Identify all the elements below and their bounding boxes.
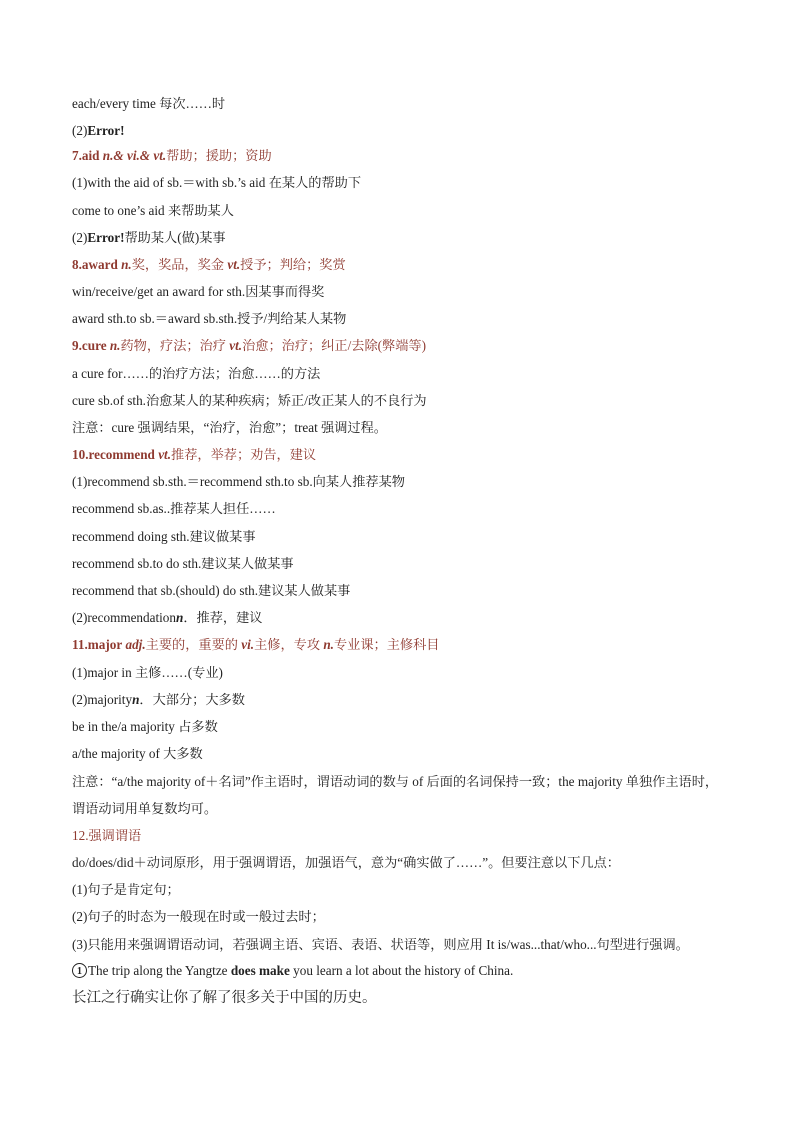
example-sentence [72,962,513,980]
part-of-speech: n [132,692,140,707]
definition: 帮助；援助；资助 [166,148,272,163]
text-line [72,122,125,140]
text-line: a/the majority of 大多数 [72,746,203,761]
vocab-heading-recommend [72,446,316,464]
text-line: be in the/a majority 占多数 [72,719,218,734]
vocab-heading-major [72,636,439,654]
definition: 主要的，重要的 [145,637,238,652]
sentence-part: you learn a lot about the history of China. [289,963,514,978]
headword: 11.major [72,637,123,652]
text-line [72,691,245,709]
circled-number: 1 [72,963,87,978]
text-line: (1)major in 主修……(专业) [72,665,223,680]
vocab-heading-cure [72,337,426,355]
vocab-heading-award [72,256,346,274]
note-line: 注意：cure 强调结果，“治疗，治愈”；treat 强调过程。 [72,420,387,435]
definition: 奖，奖品，奖金 [131,257,225,272]
definition: ．推荐，建议 [183,610,263,625]
text-line: come to one’s aid 来帮助某人 [72,203,234,218]
definition: 专业课；主修科目 [333,637,440,652]
text-line: win/receive/get an award for sth.因某事而得奖 [72,284,325,299]
definition: 推荐，举荐；劝告，建议 [171,447,317,462]
part-of-speech: vi. [241,637,255,652]
part-of-speech: n. [323,637,334,652]
definition: ．大部分；大多数 [139,692,245,707]
section-heading-emphasis: 12.强调谓语 [72,828,142,843]
part-of-speech: n. [121,257,132,272]
text-line: recommend that sb.(should) do sth.建议某人做某事 [72,583,351,598]
definition: 治愈；治疗；纠正/去除(弊端等) [242,338,426,353]
headword: 10.recommend [72,447,155,462]
part-of-speech: n. [109,338,121,353]
text-line: do/does/did＋动词原形，用于强调谓语，加强语气，意为“确实做了……”。但要注意以下几点： [72,855,620,870]
text-line: cure sb.of sth.治愈某人的某种疾病；矫正/改正某人的不良行为 [72,393,427,408]
phrase: (2)recommendation [72,610,176,625]
text-line: recommend doing sth.建议做某事 [72,529,256,544]
part-of-speech: vt. [158,447,172,462]
part-of-speech: adj. [125,637,146,652]
part-of-speech: n [176,610,184,625]
definition: 授予；判给；奖赏 [240,257,346,272]
text-line: (2)句子的时态为一般现在时或一般过去时； [72,909,325,924]
text-line: award sth.to sb.＝award sb.sth.授予/判给某人某物 [72,311,347,326]
phrase: (2)majority [72,692,133,707]
text-line: a cure for……的治疗方法；治愈……的方法 [72,366,321,381]
headword: 7.aid [72,148,100,163]
text-line: (3)只能用来强调谓语动词，若强调主语、宾语、表语、状语等，则应用 It is/was...that/who...句型进行强调。 [72,937,689,952]
headword: 9.cure [72,338,107,353]
emphasis-text: does make [230,963,290,978]
definition: 药物，疗法；治疗 [120,338,226,353]
item-number: (2) [72,230,88,245]
definition: 帮助某人(做)某事 [124,230,226,245]
part-of-speech: vt. [227,257,241,272]
text-line: (1)with the aid of sb.＝with sb.’s aid 在某人的帮助下 [72,175,362,190]
text-line: recommend sb.as..推荐某人担任…… [72,501,276,516]
vocab-heading-aid [72,147,272,165]
headword: 8.award [72,257,118,272]
text-line: each/every time 每次……时 [72,96,226,111]
text-line [72,609,262,627]
note-paragraph: 注意：“a/the majority of＋名词”作主语时，谓语动词的数与 of 后面的名词保持一致；the majority 单独作主语时，谓语动词用单复数均可。 [72,774,719,816]
part-of-speech: vt. [229,338,243,353]
error-field: Error! [87,230,125,245]
sentence-part: The trip along the Yangtze [88,963,231,978]
text-line: (1)句子是肯定句； [72,882,180,897]
text-line: recommend sb.to do sth.建议某人做某事 [72,556,294,571]
definition: 主修，专攻 [254,637,321,652]
item-number: (2) [72,123,88,138]
text-line [72,229,226,247]
part-of-speech: n.& vi.& vt. [102,148,167,163]
translation-line: 长江之行确实让你了解了很多关于中国的历史。 [72,990,377,1006]
text-line: (1)recommend sb.sth.＝recommend sth.to sb.向某人推荐某物 [72,474,405,489]
error-field: Error! [87,123,125,138]
